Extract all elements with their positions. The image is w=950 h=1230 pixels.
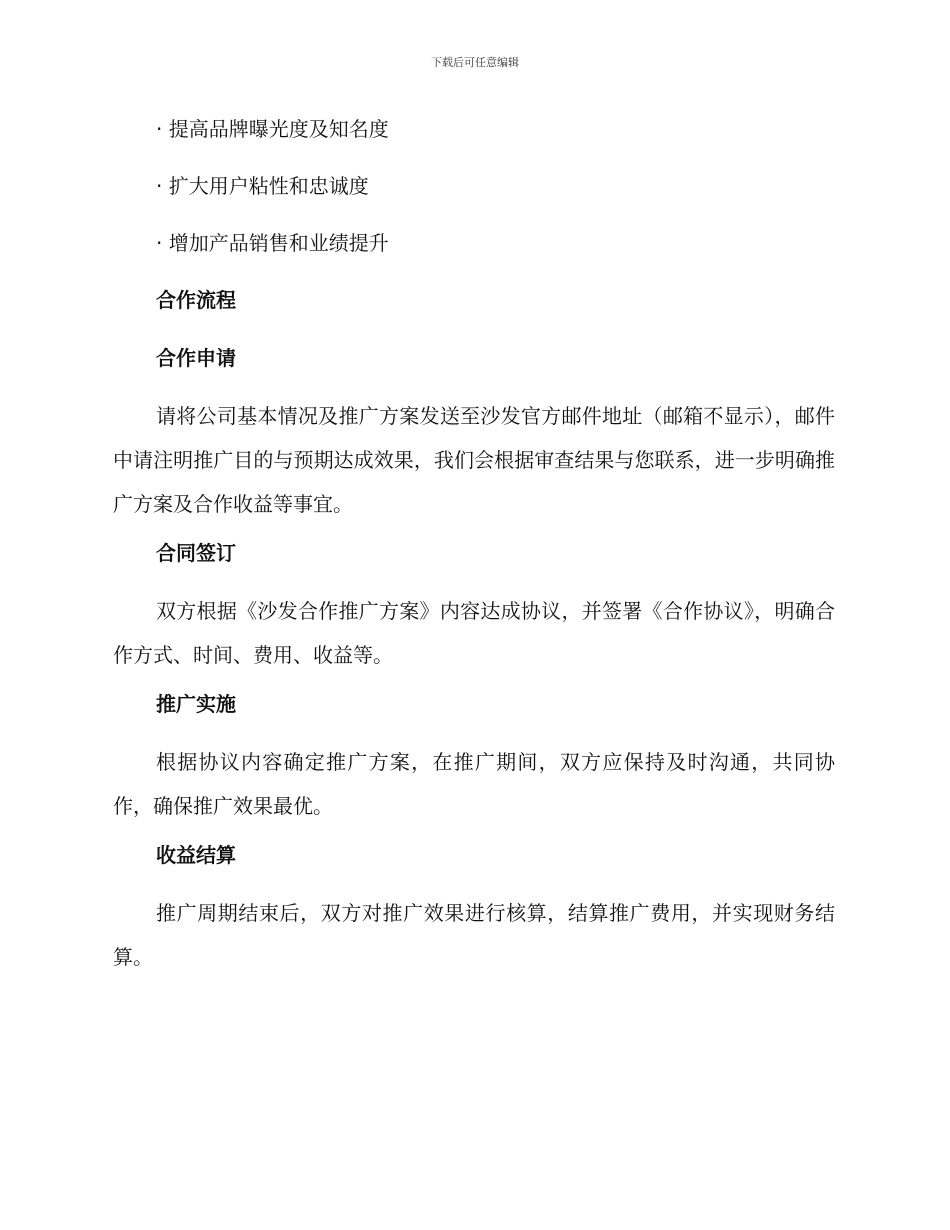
section-heading-contract: 合同签订 [156,541,236,565]
section-heading-apply: 合作申请 [156,346,236,370]
section-heading-process: 合作流程 [156,288,236,312]
section-heading-implement: 推广实施 [156,692,236,716]
bullet-item: · 提高品牌曝光度及知名度 [156,117,389,141]
section-heading-settlement: 收益结算 [156,843,236,867]
bullet-item: · 增加产品销售和业绩提升 [156,231,389,255]
paragraph-settlement: 推广周期结束后，双方对推广效果进行核算，结算推广费用，并实现财务结算。 [113,901,835,969]
document-body [113,114,835,991]
bullet-item: · 扩大用户粘性和忠诚度 [156,174,369,198]
paragraph-apply: 请将公司基本情况及推广方案发送至沙发官方邮件地址（邮箱不显示），邮件中请注明推广目的与预期达成效果，我们会根据审查结果与您联系，进一步明确推广方案及合作收益等事宜。 [113,404,835,516]
paragraph-implement: 根据协议内容确定推广方案，在推广期间，双方应保持及时沟通，共同协作，确保推广效果最优。 [113,750,835,818]
paragraph-contract: 双方根据《沙发合作推广方案》内容达成协议，并签署《合作协议》，明确合作方式、时间、费用、收益等。 [113,599,835,667]
header-note: 下载后可任意编辑 [431,56,519,69]
